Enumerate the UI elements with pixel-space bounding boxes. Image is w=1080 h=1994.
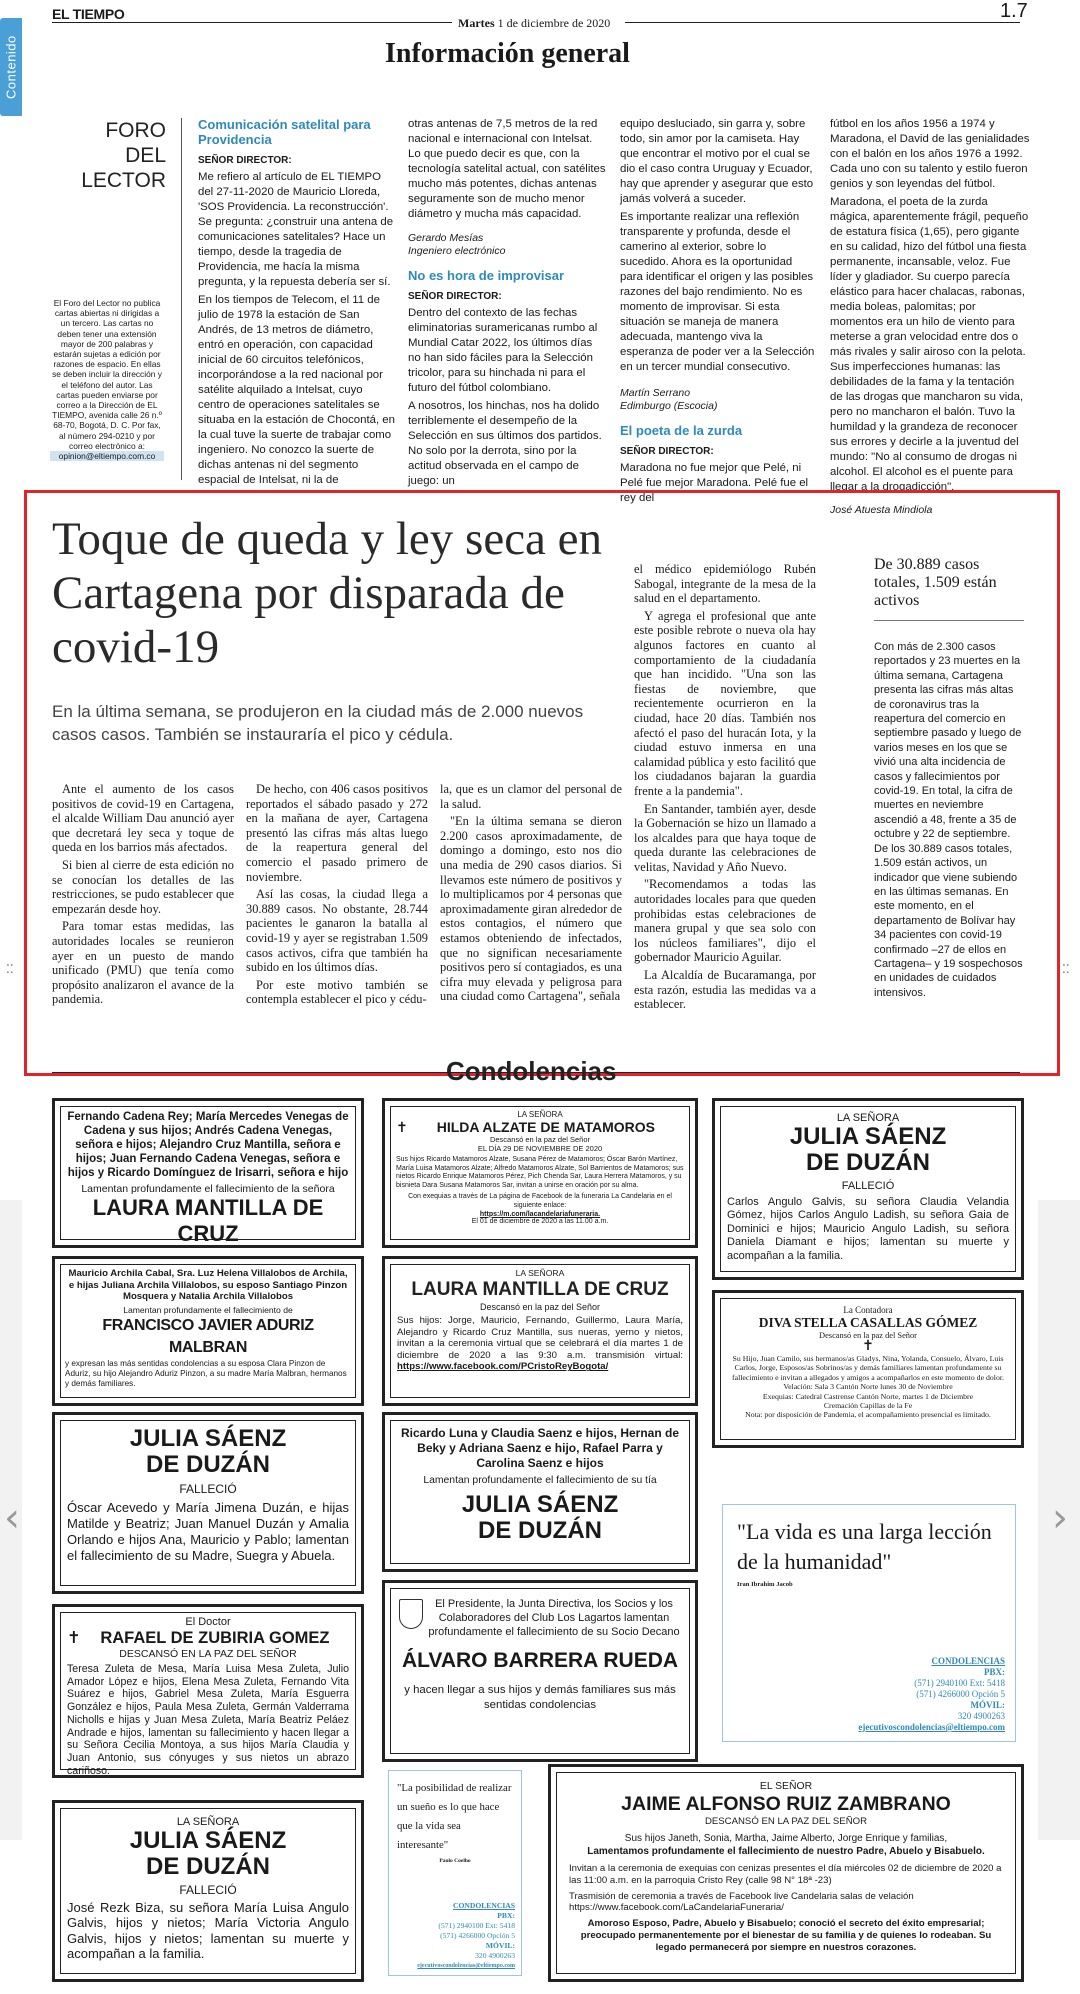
- foro-title: FORO DEL LECTOR: [81, 119, 166, 192]
- article-sidebar-title: De 30.889 casos totales, 1.509 están activos: [874, 556, 997, 609]
- article-headline: Toque de queda y ley seca en Cartagena por disparada de covid-19: [52, 513, 603, 673]
- cross-icon: ✝: [67, 1629, 81, 1647]
- page-number: 1.7: [1000, 0, 1028, 22]
- letters-col-2: otras antenas de 7,5 metros de la red nacional e internacional con Intelsat. Lo que puedo decir es que, con la tecnología satelital actual, con satélites mucho más potentes, dichas antenas seguramente son de mucho menor diámetro y mucha más capacidad. Gerardo Mesías Ingeniero electrónico No es hora de improvisar SEÑOR DIRECTOR: Dentro del contexto de las fechas eliminatorias suramericanas rumbo al Mundial Catar 2022, los últimos días no han sido fáciles para la Selección tricolor, para su hinchada ni para el futuro del fútbol colombiano. A nosotros, los hinchas, nos ha dolido terriblemente el desempeño de la Selección en sus últimos dos partidos. No solo por la derrota, sino por la actitud observada en el campo de juego: un: [408, 118, 606, 487]
- obituary-julia-saenz-1: LA SEÑORA JULIA SÁENZ DE DUZÁN FALLECIÓ Carlos Angulo Galvis, su señora Claudia Velandia Gómez, hijos Carlos Angulo Ladish, su señora Gaia de Dominici e hijos; Mauricio Angulo Ladish, su señora Daniela Diamant e hijos; lamentan su muerte y acompañan a la familia.: [712, 1098, 1024, 1280]
- obituary-julia-saenz-2: JULIA SÁENZ DE DUZÁN FALLECIÓ Óscar Acevedo y María Jimena Duzán, e hijas Matilde y Beatriz; Juan Manuel Duzán y Amalia Orlando e hijos Ana, Mauricio y Pablo; lamentan el fallecimiento de su Madre, Suegra y Abuela.: [52, 1412, 364, 1594]
- article-col-1: Ante el aumento de los casos positivos de covid-19 en Cartagena, el alcalde William Dau anunció ayer que decretará ley seca y toque de queda en los barrios más afectados. Si bien al cierre de esta edición no se conocían los detalles de las restricciones, se pudo establecer que empezarán desde hoy. Para tomar estas medidas, las autoridades locales se reunieron ayer en un puesto de mando unificado (PMU) que tenía como propósito analizaron el avance de la pandemia.: [52, 782, 234, 1007]
- next-page-arrow-icon[interactable]: ›: [1052, 1495, 1068, 1541]
- letter-title: El poeta de la zurda: [620, 423, 743, 438]
- condolencias-email-link-2[interactable]: ejecutivoscondolencias@eltiempo.com: [417, 1963, 515, 1969]
- article-subhead: En la última semana, se produjeron en la ciudad más de 2.000 nuevos casos casos. También se instauraría el pico y cédula.: [52, 702, 584, 744]
- obituary-hilda-alzate: LA SEÑORA ✝ HILDA ALZATE DE MATAMOROS Descansó en la paz del Señor EL DÍA 29 DE NOVIEMBRE DE 2020 Sus hijos Ricardo Matamoros Alzate, Susana Pérez de Matamoros; Óscar Barón Martínez, María Luisa Matamoros Alzate; Alfredo Matamoros Alzate, Sol Barrientos de Matamoros; sus nietos Ricardo Enrique Matamoros Pérez, Pich Chenda Sar, Laura Herrera Matamoros, y su bisnieta Dara Susana Matamoros Sar, invitan a unirse en oración por su alma. Con exequias a través de La página de Facebook de la funeraria La Candelaria en el siguiente enlace: https://m.com/lacandelariafuneraria. El 01 de diciembre de 2020 a las 11.00 a.m.: [382, 1098, 698, 1248]
- obituary-laura-mantilla-1: Fernando Cadena Rey; María Mercedes Venegas de Cadena y sus hijos; Andrés Cadena Venegas, señora e hijos; Alejandro Cruz Mantilla, señora e hijos; Juan Fernando Cadena Venegas, señora e hijos y Ricardo Domínguez de Irisarri, señora e hijo Lamentan profundamente el fallecimiento de la señora LAURA MANTILLA DE CRUZ: [52, 1098, 364, 1248]
- content-tab[interactable]: Contenido: [0, 18, 22, 116]
- drag-handle-left-icon[interactable]: ⁚⁚: [6, 962, 14, 976]
- article-sidebar-rule: [874, 620, 1024, 621]
- obituary-rafael-de-zubiria: El Doctor ✝ RAFAEL DE ZUBIRIA GOMEZ DESCANSÓ EN LA PAZ DEL SEÑOR Teresa Zuleta de Mesa, María Luisa Mesa Zuleta, Julio Amador López e hijos, Elena Mesa Zuleta, Fernando Vita Suárez e hijos, Gabriel Mesa Zuleta, María Esguerra González e hijos, Paula Mesa Zuleta, Germán Valderrama Nicholls e hijas y Juan Mesa Zuleta, María Beatriz Peláez Andrade e hijos, lamentan su fallecimiento y hacen llegar a su Señora Cecilia Montoya, a sus hijos María Claudia y Juan Antonio, sus cónyuges y sus nietos un abrazo cariñoso.: [52, 1604, 364, 1778]
- obituary-francisco-aduriz: Mauricio Archila Cabal, Sra. Luz Helena Villalobos de Archila, e hijas Juliana Archila Villalobos, su esposo Santiago Pinzon Mosquera y Natalia Archila Villalobos Lamentan profundamente el fallecimiento de FRANCISCO JAVIER ADURIZ MALBRAN y expresan las más sentidas condolencias a su esposa Clara Pinzon de Aduriz, su hijo Alejandro Aduriz Pinzon, a su madre María Malbran, hermanos y demás familiares.: [52, 1256, 364, 1406]
- paper-logo: EL TIEMPO: [52, 6, 125, 22]
- article-col-4: el médico epidemiólogo Rubén Sabogal, integrante de la mesa de la salud en el departamento. Y agrega el profesional que ante este posible rebrote o nueva ola hay algunos factores en cuanto al comportamiento de la ciudadanía que han incidido. "Una son las fiestas de noviembre, que recientemente ocurrieron en la ciudad, hace 20 días. También nos afectó el paso del huracán Iota, y la ciudad estuvo inmersa en una calamidad pública y esto facilitó que los ciudadanos bajaran la guardia frente a la pandemia". En Santander, también ayer, desde la Gobernación se hizo un llamado a los alcaldes para que haya toque de queda durante las celebraciones de velitas, Navidad y Año Nuevo. "Recomendamos a todas las autoridades locales para que queden prohibidas estas celebraciones de manera grupal y que sea solo con los núcleos familiares", dijo el gobernador Mauricio Aguilar. La Alcaldía de Bucaramanga, por esta razón, estudia las medidas va a establecer.: [634, 562, 817, 1012]
- article-col-2: De hecho, con 406 casos positivos reportados el sábado pasado y 272 en la mañana de ayer, Cartagena presentó las cifras más altas luego de la reapertura general del comercio el pasado primero de noviembre. Así las cosas, la ciudad llega a 30.889 casos. No obstante, 28.744 pacientes le ganaron la batalla al covid-19 y ayer se registraban 1.509 casos activos, cifra que también ha subido en los últimos días. Por este motivo también se contempla establecer el pico y cédu-: [246, 782, 428, 1007]
- article-col-3: la, que es un clamor del personal de la salud. "En la última semana se dieron 2.200 casos aproximadamente, de domingo a domingo, esto nos dio una media de 290 casos diarios. Si llevamos este número de positivos y lo multiplicamos por 4 personas que aproximadamente giran alrededor de estos contagios, el número que estamos obteniendo de infectados, que no significan necesariamente positivos pero sí contagiados, es una cifra muy elevada y peligrosa para una ciudad como Cartagena", señala: [440, 782, 622, 1004]
- article-sidebar-text: Con más de 2.300 casos reportados y 23 muertes en la última semana, Cartagena presenta las cifras más altas de coronavirus tras la reapertura del comercio en septiembre pasado y luego de varios meses en los que se vivió una alta incidencia de casos y fallecimientos por covid-19. En total, la cifra de muertes en neviembre ascendió a 48, frente a 35 de octubre y 22 de septiembre. De los 30.889 casos totales, 1.509 están activos, un indicador que viene subiendo en las últimas semanas. En este momento, en el departamento de Bolívar hay 34 pacientes con covid-19 confirmado –27 de ellos en Cartagena– y 19 sospechosos en unidades de cuidados intensivos.: [874, 641, 1023, 999]
- letters-col-1: Comunicación satelital para Providencia SEÑOR DIRECTOR: Me refiero al artículo de EL TIEMPO del 27-11-2020 de Mauricio Lloreda, 'SOS Providencia. La reconstrucción'. Se pregunta: ¿construir una antena de comunicaciones satelitales? Hace un tiempo, desde la tragedia de Providencia, me hacía la misma pregunta, y la repuesta debería ser sí. En los tiempos de Telecom, el 11 de julio de 1978 la estación de San Andrés, de 13 metros de diámetro, entró en operación, con capacidad inicial de 60 circuitos telefónicos, incorporándose a la red nacional por satélite alquilado a Intelsat, cuyo centro de operaciones satelitales se situaba en la estación de Chocontá, en la cual tuve la suerte de trabajar como ingeniero. No conozco la suerte de dichas antenas ni del segmento espacial de Intelsat, ni la de: [198, 117, 395, 486]
- letters-col-4: fútbol en los años 1956 a 1974 y Maradona, el David de las genialidades con el balón en los años 1976 a 1992. Cada uno con su talento y estilo fueron genios y son leyendas del fútbol. Maradona, el poeta de la zurda mágica, aparentemente frágil, pequeño de estatura física (1,65), pero gigante en su calidad, hizo del fútbol una fiesta permanente, incansable, veloz. Fue líder y gladiador. Su cuerpo parecía elástico para hacer chalacas, rabonas, media boleas, palomitas; por momentos era un hilo de viento para meterse a gran velocidad entre dos o más rivales y salir airoso con la pelota. Sus imperfecciones humanas: las debilidades de la fama y la tentación de las drogas que mancharon su vida, pero no mancharon el balón. Tuvo la humildad y la grandeza de reconocer sus errores y decirle a la juventud del mundo: "No al consumo de drogas ni alcohol. El alcohol es el puente para llegar a la drogadicción". José Atuesta Mindiola: [830, 118, 1030, 516]
- foro-divider: [181, 118, 182, 480]
- masthead-rule: [52, 22, 452, 23]
- prev-page-arrow-icon[interactable]: ‹: [4, 1495, 20, 1541]
- foro-notice: El Foro del Lector no publica cartas abiertas ni dirigidas a un tercero. Las cartas no deben tener una extensión mayor de 200 palabras y estarán sujetas a edición por razones de espacio. En ellas se deben incluir la dirección y el teléfono del autor. Las cartas pueden enviarse por correo a la Dirección de EL TIEMPO, avenida calle 26 n.º 68-70, Bogotá, D. C. Por fax, al número 294-0210 y por correo electrónico a: opinion@eltiempo.com.co: [50, 298, 164, 461]
- obituary-alvaro-barrera: El Presidente, la Junta Directiva, los Socios y los Colaboradores del Club Los Lagartos lamentan profundamente el fallecimiento de su Socio Decano ÁLVARO BARRERA RUEDA y hacen llegar a sus hijos y demás familiares sus más sentidas condolencias: [382, 1580, 698, 1762]
- obituary-diva-casallas: La Contadora DIVA STELLA CASALLAS GÓMEZ Descansó en la paz del Señor ✝ Su Hijo, Juan Camilo, sus hermanos/as Gladys, Nina, Yolanda, Consuelo, Álvaro, Luis Carlos, Jorge, Esposos/as Sobrinos/as y demás familiares lamentan profundamente su fallecimiento e invitan a allegados y amigos a acompañarlos en este momento de dolor. Velación: Sala 3 Cantón Norte lunes 30 de Noviembre Exequias: Catedral Castrense Cantón Norte, martes 1 de Diciembre Cremación Capillas de la Fe Nota: por disposición de Pandemia, el acompañamiento presencial es limitado.: [712, 1290, 1024, 1448]
- letter-title: Comunicación satelital para Providencia: [198, 117, 371, 147]
- condolencias-email-link[interactable]: ejecutivoscondolencias@eltiempo.com: [858, 1722, 1005, 1732]
- club-los-lagartos-logo: [399, 1599, 423, 1629]
- letter-title: No es hora de improvisar: [408, 268, 565, 283]
- hilda-funeral-link[interactable]: https://m.com/lacandelariafuneraria.: [479, 1210, 601, 1218]
- candelaria-facebook-link[interactable]: Trasmisión de ceremonia a través de Facebook live Candelaria salas de velación https://www.facebook.com/LaCandelariaFuneraria/: [569, 1890, 914, 1914]
- foro-email[interactable]: opinion@eltiempo.com.co: [50, 451, 164, 461]
- cross-icon: ✝: [862, 1339, 874, 1354]
- obituary-julia-saenz-4: LA SEÑORA JULIA SÁENZ DE DUZÁN FALLECIÓ José Rezk Biza, su señora María Luisa Angulo Galvis, hijos y nietos; María Victoria Angulo Galvis, hijos y nietos; lamentan su muerte y acompañan a la familia.: [52, 1800, 364, 1982]
- obituary-laura-mantilla-2: LA SEÑORA LAURA MANTILLA DE CRUZ Descansó en la paz del Señor Sus hijos: Jorge, Mauricio, Fernando, Guillermo, Laura María, Alejandro y Ricardo Cruz Mantilla, sus nueras, yerno y nietos, invitan a la ceremonia virtual que se celebrará el día martes 1 de diciembre de 2020 a las 9:30 a.m. transmisión virtual: https://www.facebook.com/PCristoReyBogota/: [382, 1256, 698, 1406]
- page-date: Martes 1 de diciembre de 2020: [458, 16, 611, 30]
- quote-ad-sueno: "La posibilidad de realizar un sueño es lo que hace que la vida sea interesante" Paulo Coelho CONDOLENCIAS PBX: (571) 2940100 Ext: 5418 (571) 4266000 Opción 5 MÓVIL: 320 4900263 ejecutivoscondolencias@eltiempo.com: [388, 1770, 522, 1976]
- condolencias-title: Condolencias: [446, 1056, 617, 1086]
- obituary-jaime-ruiz: EL SEÑOR JAIME ALFONSO RUIZ ZAMBRANO DESCANSÓ EN LA PAZ DEL SEÑOR Sus hijos Janeth, Sonia, Martha, Jaime Alberto, Jorge Enrique y familias, Lamentamos profundamente el fallecimiento de nuestro Padre, Abuelo y Bisabuelo. Invitan a la ceremonia de exequias con cenizas presentes el día miércoles 02 de diciembre de 2020 a las 11:00 a.m. en la parroquia Cristo Rey (calle 98 N° 18ª -23) Trasmisión de ceremonia a través de Facebook live Candelaria salas de velación https://www.facebook.com/LaCandelariaFuneraria/ Amoroso Esposo, Padre, Abuelo y Bisabuelo; conoció el secreto del éxito empresarial; preocupado permanentemente por el bienestar de su familia y de quienes lo rodeaban. Su legado permanecerá por siempre en nuestros corazones.: [548, 1764, 1024, 1982]
- drag-handle-right-icon[interactable]: ⁚⁚: [1062, 962, 1070, 976]
- masthead-rule-right: [625, 22, 1020, 23]
- letters-col-3: equipo desluciado, sin garra y, sobre todo, sin amor por la camiseta. Hay que encontrar el motivo por el cual se dio el caso contra Uruguay y Ecuador, hay que aprender y asegurar que esto jamás volverá a suceder. Es importante realizar una reflexión transparente y profunda, desde el camerino al exterior, sobre lo sucedido. Ahora es la oportunidad para identificar el origen y las posibles razones del bajo rendimiento. No es momento de improvisar. Si esta situación se maneja de manera adecuada, mantengo viva la esperanza de poder ver a la Selección en un tercer mundial consecutivo. Martín Serrano Edimburgo (Escocia) El poeta de la zurda SEÑOR DIRECTOR: Maradona no fue mejor que Pelé, ni Pelé fue mejor Maradona. Pelé fue el rey del: [620, 117, 818, 509]
- section-title: Información general: [385, 38, 630, 69]
- cross-icon: ✝: [396, 1119, 408, 1135]
- cristo-rey-facebook-link[interactable]: https://www.facebook.com/PCristoReyBogota/: [397, 1361, 609, 1373]
- obituary-julia-saenz-3: Ricardo Luna y Claudia Saenz e hijos, Hernan de Beky y Adriana Saenz e hijo, Rafael Parra y Carolina Saenz e hijos Lamentan profundamente el fallecimiento de su tía JULIA SÁENZ DE DUZÁN: [382, 1412, 698, 1572]
- quote-ad-vida: "La vida es una larga lección de la humanidad" Iran Ibrahim Jacob CONDOLENCIAS PBX: (571) 2940100 Ext: 5418 (571) 4266000 Opción 5 MÓVIL: 320 4900263 ejecutivoscondolencias@eltiempo.com: [722, 1504, 1016, 1742]
